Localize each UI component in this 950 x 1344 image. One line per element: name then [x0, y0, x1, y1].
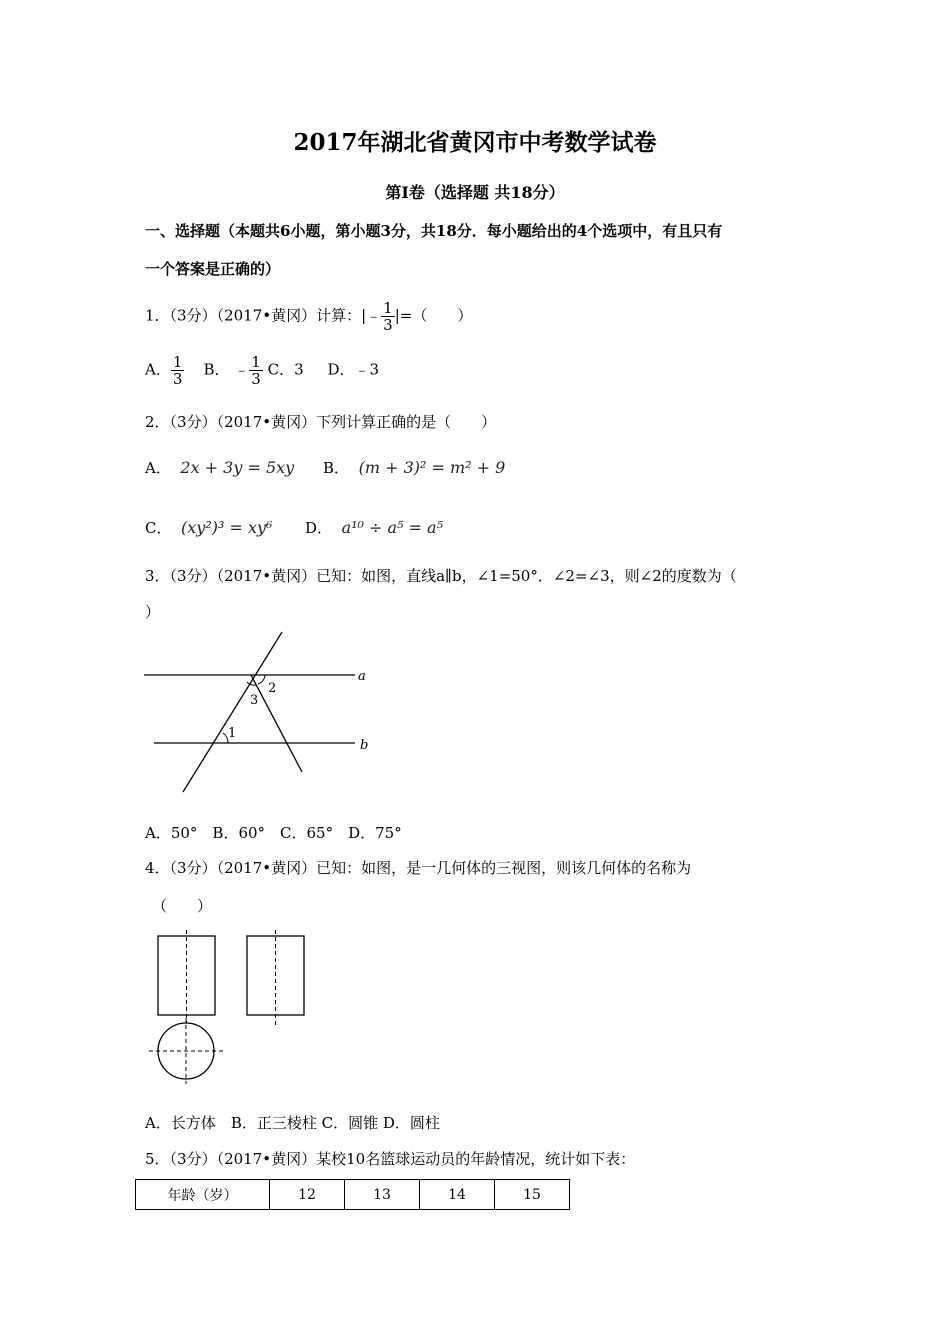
option-a-label: A． — [145, 360, 171, 379]
question-4-stem-line2: （ ） — [152, 897, 213, 915]
label-b: b — [360, 738, 369, 753]
section-instructions-line1: 一、选择题（本题共6小题，第小题3分，共18分．每小题给出的4个选项中，有且只有 — [145, 222, 723, 240]
option-d-expression: a¹⁰ ÷ a⁵ = a⁵ — [341, 518, 444, 537]
transversal-2 — [251, 675, 302, 772]
option-b-sign: ﹣ — [234, 360, 250, 379]
label-3: 3 — [250, 693, 259, 708]
question-2-stem: 2．（3分）（2017•黄冈）下列计算正确的是（ ） — [145, 413, 497, 431]
fraction-numerator: 1 — [172, 353, 183, 371]
option-a-fraction — [171, 354, 185, 387]
question-4-options: A．长方体 B．正三棱柱 C．圆锥 D．圆柱 — [145, 1114, 440, 1132]
question-2-option-b — [323, 457, 505, 478]
label-1: 1 — [228, 726, 237, 741]
question-5-stem: 5．（3分）（2017•黄冈）某校10名篮球运动员的年龄情况，统计如下表： — [145, 1150, 636, 1168]
transversal-1 — [183, 632, 282, 792]
angle-2-arc — [258, 675, 265, 684]
fraction-numerator: 1 — [251, 353, 261, 371]
question-2-option-a — [145, 457, 294, 478]
option-c-label: C． — [145, 519, 172, 537]
question-1-suffix: |=（ ） — [394, 306, 473, 325]
option-b-label: B． — [203, 360, 230, 379]
option-b-fraction — [249, 354, 263, 387]
table-row — [136, 1180, 570, 1210]
table-header-cell: 年龄（岁） — [136, 1180, 270, 1210]
table-cell: 13 — [345, 1180, 420, 1210]
question-3-options: A．50° B．60° C．65° D．75° — [145, 824, 402, 842]
question-1-fraction — [381, 300, 395, 333]
question-2-option-c — [145, 517, 272, 538]
fraction-denominator: 3 — [383, 316, 393, 334]
question-3-stem-line1: 3．（3分）（2017•黄冈）已知：如图，直线a∥b，∠1=50°．∠2=∠3，则∠2的度数为（ — [145, 567, 737, 585]
question-2-option-d — [305, 517, 443, 538]
question-1-prefix: 1．（3分）（2017•黄冈）计算：|﹣ — [145, 306, 382, 325]
section-instructions-line2: 一个答案是正确的） — [145, 260, 281, 278]
option-a-label: A． — [145, 459, 171, 477]
table-cell: 14 — [420, 1180, 495, 1210]
option-d-label: D． — [305, 519, 333, 537]
question-4-stem-line1: 4．（3分）（2017•黄冈）已知：如图，是一几何体的三视图，则该几何体的名称为 — [145, 859, 692, 877]
option-b-expression: (m + 3)² = m² + 9 — [358, 458, 506, 477]
fraction-numerator: 1 — [383, 299, 393, 317]
question-3-stem-line2: ） — [145, 603, 161, 621]
label-2: 2 — [268, 681, 277, 696]
option-c: C．3 — [267, 360, 304, 379]
question-3-figure — [140, 630, 380, 795]
option-b-label: B． — [323, 459, 350, 477]
option-d: D．﹣3 — [327, 360, 380, 379]
section-subtitle: 第Ⅰ卷（选择题 共18分） — [385, 183, 565, 202]
fraction-denominator: 3 — [251, 370, 261, 388]
question-4-figure — [145, 930, 315, 1085]
option-c-expression: (xy²)³ = xy⁶ — [181, 518, 273, 537]
question-1-options — [145, 354, 379, 387]
age-table — [135, 1179, 570, 1210]
page-title: 2017年湖北省黄冈市中考数学试卷 — [293, 129, 657, 156]
label-a: a — [358, 669, 366, 684]
table-cell: 15 — [495, 1180, 570, 1210]
question-1-stem — [145, 300, 472, 333]
table-cell: 12 — [270, 1180, 345, 1210]
fraction-denominator: 3 — [172, 370, 183, 388]
option-a-expression: 2x + 3y = 5xy — [180, 458, 295, 477]
